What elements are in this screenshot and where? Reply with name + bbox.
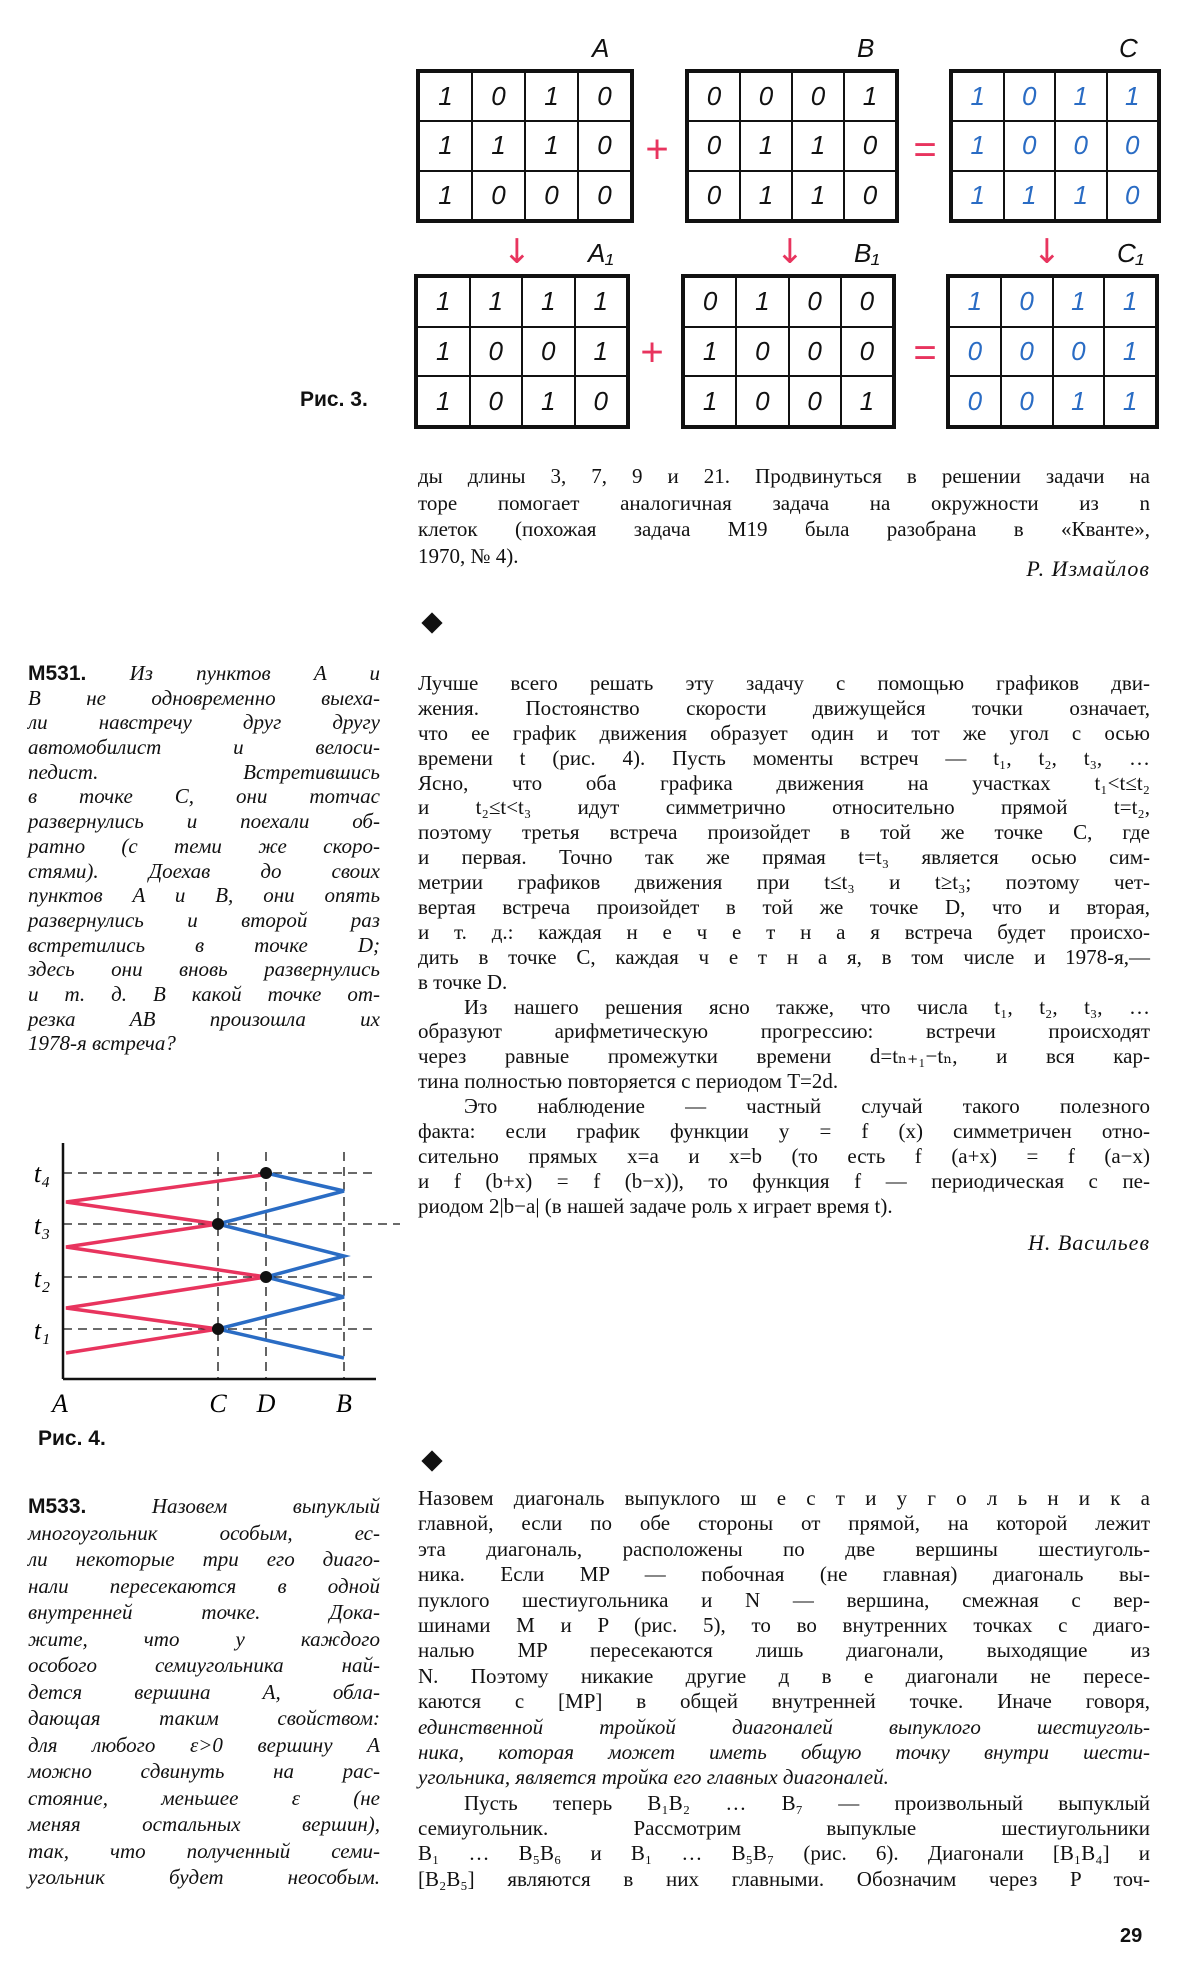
- text-line: вертая встреча произойдет в той же точке D, что и вторая,: [418, 895, 1150, 920]
- text-line: ратно (с теми же скоро-: [28, 833, 380, 858]
- matrix-cell: 1: [525, 72, 578, 121]
- matrix-label-a1: A₁: [588, 238, 614, 268]
- matrix-cell: 0: [470, 327, 523, 377]
- matrix-cell: 1: [417, 327, 470, 377]
- matrix-cell: 0: [684, 277, 736, 327]
- figure-4-caption: Рис. 4.: [38, 1427, 106, 1450]
- x-label-b: B: [336, 1389, 352, 1418]
- text-line: каются с [MP] в общей внутренней точке. Иначе говоря,: [418, 1689, 1150, 1714]
- matrix-label-c1: C₁: [1117, 238, 1144, 268]
- section-divider-diamond-icon: [421, 612, 442, 633]
- solution-m533: [418, 1486, 1150, 1892]
- problem-number: M531.: [28, 662, 87, 685]
- x-label-c: C: [209, 1389, 227, 1418]
- matrix-cell: 1: [417, 376, 470, 426]
- text-line: дающая таким свойством:: [28, 1706, 380, 1730]
- matrix-cell: 0: [789, 277, 841, 327]
- text-line: жите, что у каждого: [28, 1626, 380, 1651]
- matrix-cell: 0: [578, 121, 631, 170]
- matrix-cell: 1: [419, 72, 472, 121]
- text-line: ды длины 3, 7, 9 и 21. Продвинуться в решении задачи на: [418, 464, 1150, 488]
- text-line: в точке C, они тотчас: [28, 784, 380, 809]
- matrix-cell: 0: [688, 171, 740, 220]
- matrix-cell: 0: [949, 327, 1001, 377]
- matrix-cell: 0: [844, 171, 896, 220]
- matrix-cell: 0: [841, 327, 893, 377]
- meeting-point-2: [260, 1271, 272, 1283]
- equals-sign: =: [913, 330, 937, 375]
- matrix-a1: [414, 274, 630, 429]
- matrix-cell: 1: [949, 277, 1001, 327]
- matrix-cell: 1: [952, 171, 1004, 220]
- text-line: шинами M и P (рис. 5), то во внутренних точках с диаго-: [418, 1612, 1150, 1637]
- text-line: в точке D.: [418, 969, 508, 994]
- text-line: Ясно, что оба графика движения на участках t₁<t≤t₂: [418, 770, 1150, 795]
- matrix-cell: 1: [740, 171, 792, 220]
- author-izmailov: Р. Измайлов: [1026, 556, 1150, 581]
- text-line: и f (b+x) = f (b−x)), то функция f — периодическая с пе-: [418, 1168, 1150, 1193]
- matrix-cell: 1: [736, 277, 788, 327]
- matrix-b: [685, 69, 899, 223]
- text-line: и t₂≤t<t₃ идут симметрично относительно прямой t=t₂,: [418, 795, 1150, 820]
- down-arrow-icon: ↓: [775, 232, 805, 272]
- text-line: угольник будет неособым.: [28, 1865, 380, 1889]
- matrix-cell: 0: [841, 277, 893, 327]
- text-line: развернулись и поехали об-: [28, 809, 380, 834]
- text-line: факта: если график функции y = f (x) симметричен отно-: [418, 1119, 1150, 1144]
- matrix-label-a: A: [592, 33, 610, 63]
- y-label-t2: t₂: [33, 1264, 51, 1293]
- text-line: B не одновременно выеха-: [28, 685, 380, 710]
- meeting-point-1: [212, 1323, 224, 1335]
- matrix-cell: 1: [472, 121, 525, 170]
- text-line: N. Поэтому никакие другие д в е диагонали не пересе-: [418, 1663, 1150, 1688]
- matrix-cell: 1: [792, 171, 844, 220]
- matrix-cell: 0: [1001, 327, 1053, 377]
- matrix-cell: 0: [789, 376, 841, 426]
- text-line: ли некоторые три его диаго-: [28, 1547, 380, 1571]
- text-line: B₁ … B₅B₆ и B₁ … B₅B₇ (рис. 6). Диагонали [B₁B₄] и: [418, 1841, 1150, 1866]
- text-line: образуют арифметическую прогрессию: встречи происходят: [418, 1019, 1150, 1044]
- text-line: так, что полученный семи-: [28, 1838, 380, 1863]
- matrix-cell: 1: [1055, 171, 1107, 220]
- matrix-cell: 1: [952, 121, 1004, 170]
- matrix-cell: 1: [522, 376, 575, 426]
- text-line: Пусть теперь B₁B₂ … B₇ — произвольный выпуклый: [464, 1790, 1150, 1815]
- text-line: главной, если по обе стороны от прямой, на которой лежит: [418, 1511, 1150, 1536]
- plus-sign: +: [640, 330, 664, 375]
- text-line: меняя остальных вершин),: [28, 1812, 380, 1836]
- text-line: риодом 2|b−a| (в нашей задаче роль x играет время t).: [418, 1193, 893, 1218]
- author-vasiliev: Н. Васильев: [1027, 1230, 1150, 1255]
- text-line: и первая. Точно так же прямая t=t₃ является осью сим-: [418, 845, 1150, 870]
- text-line: и т. д. В какой точке от-: [28, 981, 380, 1006]
- text-line: Из нашего решения ясно также, что числа t₁, t₂, t₃, …: [464, 994, 1150, 1019]
- text-line: для любого ε>0 вершину A: [28, 1732, 380, 1757]
- text-line: [B₂B₅] являются в них главными. Обозначим через P точ-: [418, 1866, 1150, 1891]
- matrix-cell: 1: [1104, 277, 1156, 327]
- matrix-cell: 1: [1053, 376, 1105, 426]
- down-arrow-icon: ↓: [1032, 232, 1062, 272]
- text-line: стями). Доехав до своих: [28, 858, 380, 883]
- matrix-cell: 0: [789, 327, 841, 377]
- matrix-cell: 1: [1004, 171, 1056, 220]
- problem-m531: [28, 661, 380, 1056]
- matrix-cell: 0: [844, 121, 896, 170]
- matrix-cell: 1: [1053, 277, 1105, 327]
- matrix-cell: 0: [1001, 277, 1053, 327]
- solution-m530-ending: [418, 463, 1150, 569]
- page-number: 29: [1120, 1925, 1143, 1947]
- matrix-a: [416, 69, 634, 223]
- matrix-cell: 0: [1004, 72, 1056, 121]
- solution-m531: [418, 671, 1150, 1219]
- text-line: Лучше всего решать эту задачу с помощью графиков дви-: [418, 671, 1150, 695]
- matrix-label-b: B: [857, 33, 875, 63]
- meeting-point-3: [212, 1218, 224, 1230]
- x-label-d: D: [256, 1389, 276, 1418]
- text-line: метрии графиков движения при t≤t₃ и t≥t₃; поэтому чет-: [418, 870, 1150, 895]
- text-line: многоугольник особым, ес-: [28, 1520, 380, 1545]
- matrix-b1: [681, 274, 896, 429]
- matrix-cell: 0: [1001, 376, 1053, 426]
- matrix-cell: 0: [470, 376, 523, 426]
- matrix-cell: 0: [949, 376, 1001, 426]
- matrix-cell: 1: [844, 72, 896, 121]
- car-motion-line: [66, 1175, 266, 1353]
- matrix-cell: 0: [472, 171, 525, 220]
- matrix-cell: 0: [688, 72, 740, 121]
- down-arrow-icon: ↓: [502, 232, 532, 272]
- matrix-cell: 0: [736, 327, 788, 377]
- matrix-cell: 1: [1107, 72, 1159, 121]
- problem-m533: [28, 1493, 380, 1891]
- text-line: угольника, является тройка его главных диагоналей.: [418, 1765, 889, 1790]
- matrix-c: [949, 69, 1161, 223]
- y-label-t1: t₁: [33, 1316, 51, 1345]
- text-line: внутренней точке. Дока-: [28, 1600, 380, 1624]
- text-line: Это наблюдение — частный случай такого полезного: [464, 1094, 1150, 1119]
- y-label-t3: t₃: [33, 1211, 51, 1240]
- text-line: пунктов A и B, они опять: [28, 883, 380, 908]
- matrix-c1: [946, 274, 1159, 429]
- text-line: торе помогает аналогичная задача на окружности из n: [418, 490, 1150, 515]
- text-line: нали пересекаются в одной: [28, 1573, 380, 1598]
- x-label-a: A: [52, 1389, 68, 1418]
- text-line: резка AB произошла их: [28, 1006, 380, 1031]
- text-line: семиугольник. Рассмотрим выпуклые шестиугольники: [418, 1816, 1150, 1841]
- matrix-cell: 1: [952, 72, 1004, 121]
- matrix-cell: 0: [1055, 121, 1107, 170]
- matrix-cell: 0: [522, 327, 575, 377]
- text-line: здесь они вновь развернулись: [28, 957, 380, 982]
- matrix-cell: 1: [417, 277, 470, 327]
- text-line: дется вершина A, обла-: [28, 1679, 380, 1704]
- matrix-cell: 1: [841, 376, 893, 426]
- matrix-cell: 1: [684, 327, 736, 377]
- figure-3-caption: Рис. 3.: [300, 388, 368, 411]
- matrix-cell: 0: [578, 171, 631, 220]
- text-line: и т. д.: каждая н е ч е т н а я встреча будет происхо-: [418, 919, 1150, 944]
- text-line: тина полностью повторяется с периодом T=2d.: [418, 1069, 839, 1094]
- matrix-cell: 1: [419, 171, 472, 220]
- text-line: педист. Встретившись: [28, 759, 380, 784]
- matrix-cell: 1: [575, 327, 628, 377]
- equals-sign: =: [913, 127, 937, 172]
- text-line: 1978-я встреча?: [28, 1031, 176, 1056]
- text-line: стояние, меньшее ε (не: [28, 1785, 380, 1810]
- figure-4-motion-graph: [0, 1130, 400, 1470]
- matrix-label-b1: B₁: [854, 238, 880, 268]
- matrix-cell: 0: [578, 72, 631, 121]
- matrix-cell: 1: [1104, 327, 1156, 377]
- matrix-cell: 0: [575, 376, 628, 426]
- text-line: жения. Постоянство скорости движущейся точки означает,: [418, 695, 1150, 720]
- text-line: ли навстречу друг другу: [28, 710, 380, 735]
- matrix-cell: 0: [1053, 327, 1105, 377]
- text-line: ника. Если MP — побочная (не главная) диагональ вы-: [418, 1562, 1150, 1587]
- text-line: особого семиугольника най-: [28, 1653, 380, 1677]
- matrix-cell: 1: [1055, 72, 1107, 121]
- plus-sign: +: [645, 127, 669, 172]
- matrix-cell: 1: [470, 277, 523, 327]
- matrix-cell: 0: [1107, 121, 1159, 170]
- matrix-cell: 1: [525, 121, 578, 170]
- problem-number: M533.: [28, 1495, 87, 1518]
- matrix-cell: 0: [740, 72, 792, 121]
- matrix-cell: 1: [1104, 376, 1156, 426]
- text-line: можно сдвинуть на рас-: [28, 1759, 380, 1783]
- text-line: развернулись и второй раз: [28, 907, 380, 932]
- matrix-cell: 1: [684, 376, 736, 426]
- matrix-cell: 1: [419, 121, 472, 170]
- matrix-cell: 0: [792, 72, 844, 121]
- matrix-cell: 0: [736, 376, 788, 426]
- text-line: времени t (рис. 4). Пусть моменты встреч — t₁, t₂, t₃, …: [418, 745, 1150, 770]
- text-line-content: Назовем выпуклый: [151, 1494, 380, 1518]
- text-line: через равные промежутки времени d=tₙ₊₁−tₙ, и вся кар-: [418, 1044, 1150, 1069]
- cyclist-motion-line: [218, 1173, 344, 1358]
- matrix-cell: 0: [472, 72, 525, 121]
- text-line: что ее график движения образует один и тот же угол с осью: [418, 720, 1150, 745]
- text-line: [28, 661, 380, 686]
- text-line: поэтому третья встреча произойдет в той же точке C, где: [418, 820, 1150, 845]
- text-line: [28, 1493, 380, 1520]
- meeting-point-4: [260, 1167, 272, 1179]
- text-line-content: Из пунктов A и: [129, 661, 380, 685]
- matrix-cell: 1: [575, 277, 628, 327]
- matrix-cell: 0: [1107, 171, 1159, 220]
- matrix-cell: 0: [688, 121, 740, 170]
- matrix-label-c: C: [1119, 33, 1138, 63]
- matrix-cell: 1: [792, 121, 844, 170]
- text-line: эта диагональ, расположены по две вершины шестиуголь-: [418, 1536, 1150, 1561]
- matrix-cell: 1: [740, 121, 792, 170]
- text-line: единственной тройкой диагоналей выпуклого шестиуголь-: [418, 1714, 1150, 1739]
- y-label-t4: t₄: [33, 1159, 51, 1188]
- matrix-cell: 1: [522, 277, 575, 327]
- section-divider-diamond-icon: [421, 1450, 442, 1471]
- text-line: дить в точке C, каждая ч е т н а я, в том числе и 1978-я,—: [418, 944, 1150, 969]
- text-line: встретились в точке D;: [28, 932, 380, 957]
- text-line: клеток (похожая задача M19 была разобрана в «Кванте»,: [418, 517, 1150, 541]
- matrix-cell: 0: [525, 171, 578, 220]
- text-line: пуклого шестиугольника и N — вершина, смежная с вер-: [418, 1587, 1150, 1612]
- text-line: автомобилист и велоси-: [28, 735, 380, 760]
- text-line: Назовем диагональ выпуклого ш е с т и у г о л ь н и к а: [418, 1486, 1150, 1510]
- text-line: налью MP пересекаются лишь диагонали, выходящие из: [418, 1638, 1150, 1663]
- text-line: 1970, № 4).: [418, 543, 519, 568]
- text-line: сительно прямых x=a и x=b (то есть f (a+x) = f (a−x): [418, 1143, 1150, 1168]
- matrix-cell: 0: [1004, 121, 1056, 170]
- text-line: ника, которая может иметь общую точку внутри шести-: [418, 1739, 1150, 1764]
